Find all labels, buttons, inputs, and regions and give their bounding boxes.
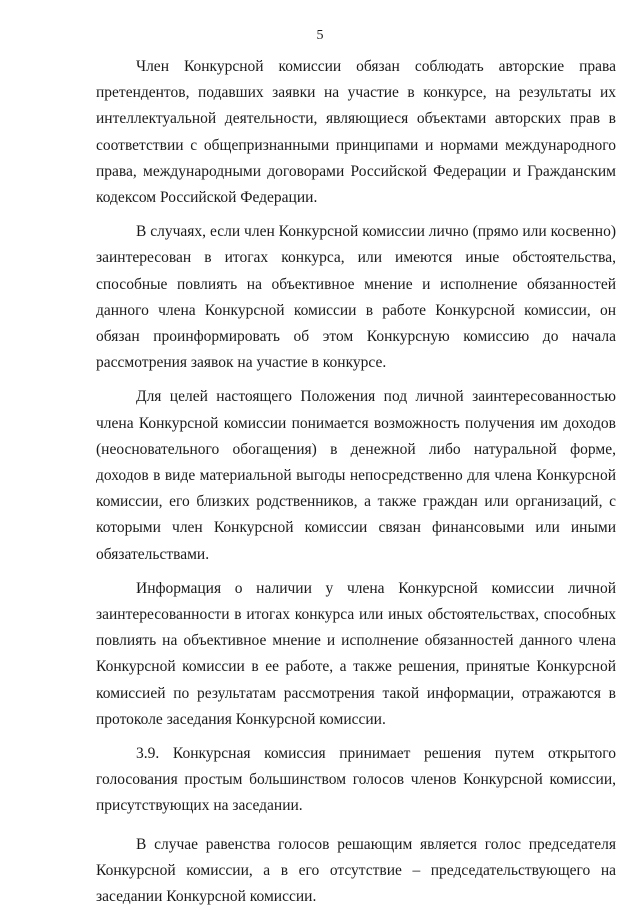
paragraph-tie-vote: В случае равенства голосов решающим является голос председателя Конкурсной комиссии, а в его отсутствие – председательствующего на заседании Конкурсной комиссии.	[96, 835, 616, 906]
paragraph-copyright-obligation: Член Конкурсной комиссии обязан соблюдать авторские права претендентов, подавших заявки на участие в конкурсе, на результаты их интеллектуальной деятельности, являющиеся объектами авторских прав в соответствии с общепризнанными принципами и нормами международного права, международными договорами Российской Федерации и Гражданским кодексом Российской Федерации.	[96, 58, 616, 207]
paragraph-section-3-9-voting: 3.9. Конкурсная комиссия принимает решения путем открытого голосования простым большинством голосов членов Конкурсной комиссии, присутствующих на заседании.	[96, 745, 616, 815]
paragraph-personal-interest-definition: Для целей настоящего Положения под личной заинтересованностью члена Конкурсной комиссии понимается возможность получения им доходов (неосновательного обогащения) в денежной либо натуральной форме, доходов в виде материальной выгоды непосредственно для члена Конкурсной комиссии, его близких родственников, а также граждан или организаций, с которыми член Конкурсной комиссии связан финансовыми или иными обязательствами.	[96, 388, 616, 563]
page-number: 5	[316, 28, 324, 43]
paragraph-interest-information-record: Информация о наличии у члена Конкурсной комиссии личной заинтересованности в итогах конкурса или иных обстоятельствах, способных повлиять на объективное мнение и исполнение обязанностей данного члена Конкурсной комиссии в ее работе, а также решения, принятые Конкурсной комиссией по результатам рассмотрения такой информации, отражаются в протоколе заседания Конкурсной комиссии.	[96, 579, 616, 728]
document-body	[96, 54, 616, 910]
paragraph-conflict-of-interest-disclosure: В случаях, если член Конкурсной комиссии лично (прямо или косвенно) заинтересован в итогах конкурса, или имеются иные обстоятельства, способные повлиять на объективное мнение и исполнение обязанностей данного члена Конкурсной комиссии в работе Конкурсной комиссии, он обязан проинформировать об этом Конкурсную комиссию до начала рассмотрения заявок на участие в конкурсе.	[96, 223, 616, 372]
